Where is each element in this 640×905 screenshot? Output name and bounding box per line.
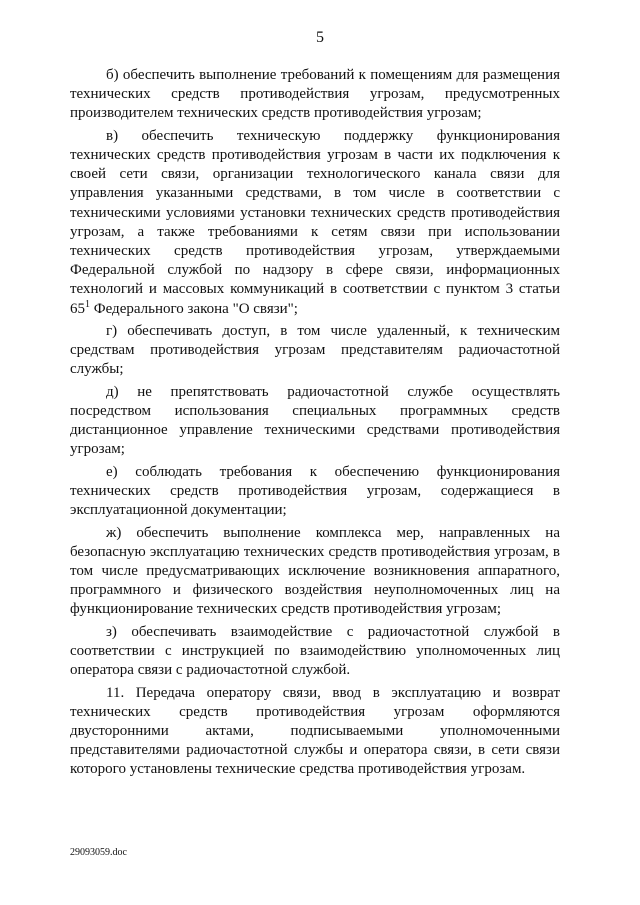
paragraph-b: б) обеспечить выполнение требований к помещениям для размещения технических средств противодействия угрозам, предусмотренных производителем технических средств противодействия угрозам; [70,67,560,122]
file-name-footer: 29093059.doc [70,847,127,858]
paragraph-g: г) обеспечивать доступ, в том числе удаленный, к техническим средствам противодействия угрозам представителям радиочастотной службы; [70,323,560,378]
paragraph-v-text: в) обеспечить техническую поддержку функционирования технических средств противодействия угрозам в части их подключения к своей сети связи, организации технологического канала связи для управления указанными средствами, в том числе в соответствии с техническими условиями установки технических средств противодействия угрозам, а также требованиями к сетям связи при использовании технических средств противодействия угрозам, утверждаемыми Федеральной службой по надзору в сфере связи, информационных технологий и массовых коммуникаций в соответствии с пунктом 3 статьи 65 [70,127,560,317]
document-body [70,66,560,783]
paragraph-zh: ж) обеспечить выполнение комплекса мер, направленных на безопасную эксплуатацию технических средств противодействия угрозам, в том числе предусматривающих исключение возникновения аппаратного, программного и физического воздействия неуполномоченных лиц на функционирование технических средств противодействия угрозам; [70,524,560,618]
paragraph-e: е) соблюдать требования к обеспечению функционирования технических средств противодействия угрозам, содержащиеся в эксплуатационной документации; [70,463,560,519]
paragraph-z: з) обеспечивать взаимодействие с радиочастотной службой в соответствии с инструкцией по взаимодействию уполномоченных лиц оператора связи с радиочастотной службой. [70,623,560,679]
paragraph-v [70,127,560,319]
article-superscript: 1 [85,298,90,310]
paragraph-d: д) не препятствовать радиочастотной службе осуществлять посредством использования специальных программных средств дистанционное управление техническими средствами противодействия угрозам; [70,383,560,458]
page-number: 5 [316,29,324,46]
paragraph-v-text-end: Федерального закона "О связи"; [90,300,298,317]
paragraph-11: 11. Передача оператору связи, ввод в эксплуатацию и возврат технических средств противодействия угрозам оформляются двусторонними актами, подписываемыми уполномоченными представителями радиочастотной службы и оператора связи, в сети связи которого установлены технические средства противодействия угрозам. [70,684,560,778]
